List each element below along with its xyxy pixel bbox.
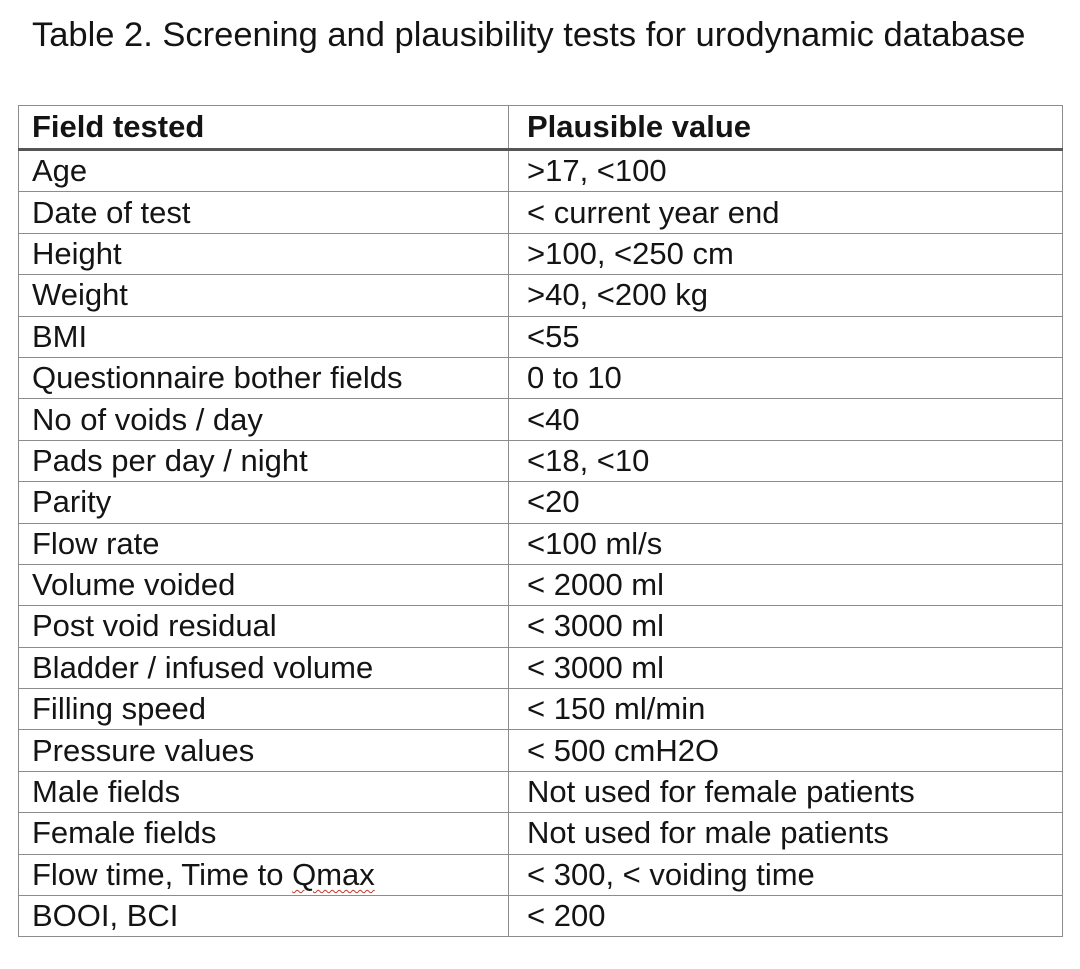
value-cell: < 300, < voiding time — [509, 854, 1063, 895]
table-row — [19, 813, 1063, 854]
field-cell: BOOI, BCI — [19, 896, 509, 937]
value-cell: Not used for male patients — [509, 813, 1063, 854]
table-row — [19, 647, 1063, 688]
value-cell: 0 to 10 — [509, 357, 1063, 398]
table-row — [19, 399, 1063, 440]
table-row — [19, 523, 1063, 564]
table-row — [19, 192, 1063, 233]
field-cell: Date of test — [19, 192, 509, 233]
table-row — [19, 606, 1063, 647]
field-cell: Age — [19, 150, 509, 192]
field-cell: Male fields — [19, 771, 509, 812]
value-cell: >40, <200 kg — [509, 275, 1063, 316]
table-row — [19, 440, 1063, 481]
value-cell: < current year end — [509, 192, 1063, 233]
field-cell: Bladder / infused volume — [19, 647, 509, 688]
table-row — [19, 233, 1063, 274]
field-cell: Volume voided — [19, 564, 509, 605]
table-row — [19, 771, 1063, 812]
field-cell: Pressure values — [19, 730, 509, 771]
field-cell: Post void residual — [19, 606, 509, 647]
table-row — [19, 854, 1063, 895]
value-cell: < 3000 ml — [509, 647, 1063, 688]
table-header-row — [19, 106, 1063, 150]
field-cell: Female fields — [19, 813, 509, 854]
field-cell: Pads per day / night — [19, 440, 509, 481]
value-cell: < 500 cmH2O — [509, 730, 1063, 771]
field-cell: Parity — [19, 482, 509, 523]
field-cell: Questionnaire bother fields — [19, 357, 509, 398]
field-cell — [19, 854, 509, 895]
value-cell: < 200 — [509, 896, 1063, 937]
value-cell: <55 — [509, 316, 1063, 357]
table-row — [19, 730, 1063, 771]
table-row — [19, 564, 1063, 605]
field-cell: Weight — [19, 275, 509, 316]
column-header-field-tested: Field tested — [19, 106, 509, 150]
value-cell: Not used for female patients — [509, 771, 1063, 812]
value-cell: >17, <100 — [509, 150, 1063, 192]
value-cell: <20 — [509, 482, 1063, 523]
table-row — [19, 275, 1063, 316]
field-cell: Flow rate — [19, 523, 509, 564]
spellcheck-underlined-word: Qmax — [292, 856, 375, 892]
table-row — [19, 896, 1063, 937]
value-cell: >100, <250 cm — [509, 233, 1063, 274]
value-cell: < 2000 ml — [509, 564, 1063, 605]
table-row — [19, 316, 1063, 357]
value-cell: < 3000 ml — [509, 606, 1063, 647]
plausibility-table — [18, 105, 1063, 937]
value-cell: < 150 ml/min — [509, 689, 1063, 730]
table-row — [19, 150, 1063, 192]
table-row — [19, 357, 1063, 398]
value-cell: <18, <10 — [509, 440, 1063, 481]
field-text: Flow time, Time to — [32, 856, 293, 892]
table-caption: Table 2. Screening and plausibility tests for urodynamic database — [32, 16, 1026, 54]
table-row — [19, 482, 1063, 523]
field-cell: Filling speed — [19, 689, 509, 730]
column-header-plausible-value: Plausible value — [509, 106, 1063, 150]
field-cell: Height — [19, 233, 509, 274]
value-cell: <100 ml/s — [509, 523, 1063, 564]
field-cell: BMI — [19, 316, 509, 357]
value-cell: <40 — [509, 399, 1063, 440]
table-row — [19, 689, 1063, 730]
field-cell: No of voids / day — [19, 399, 509, 440]
